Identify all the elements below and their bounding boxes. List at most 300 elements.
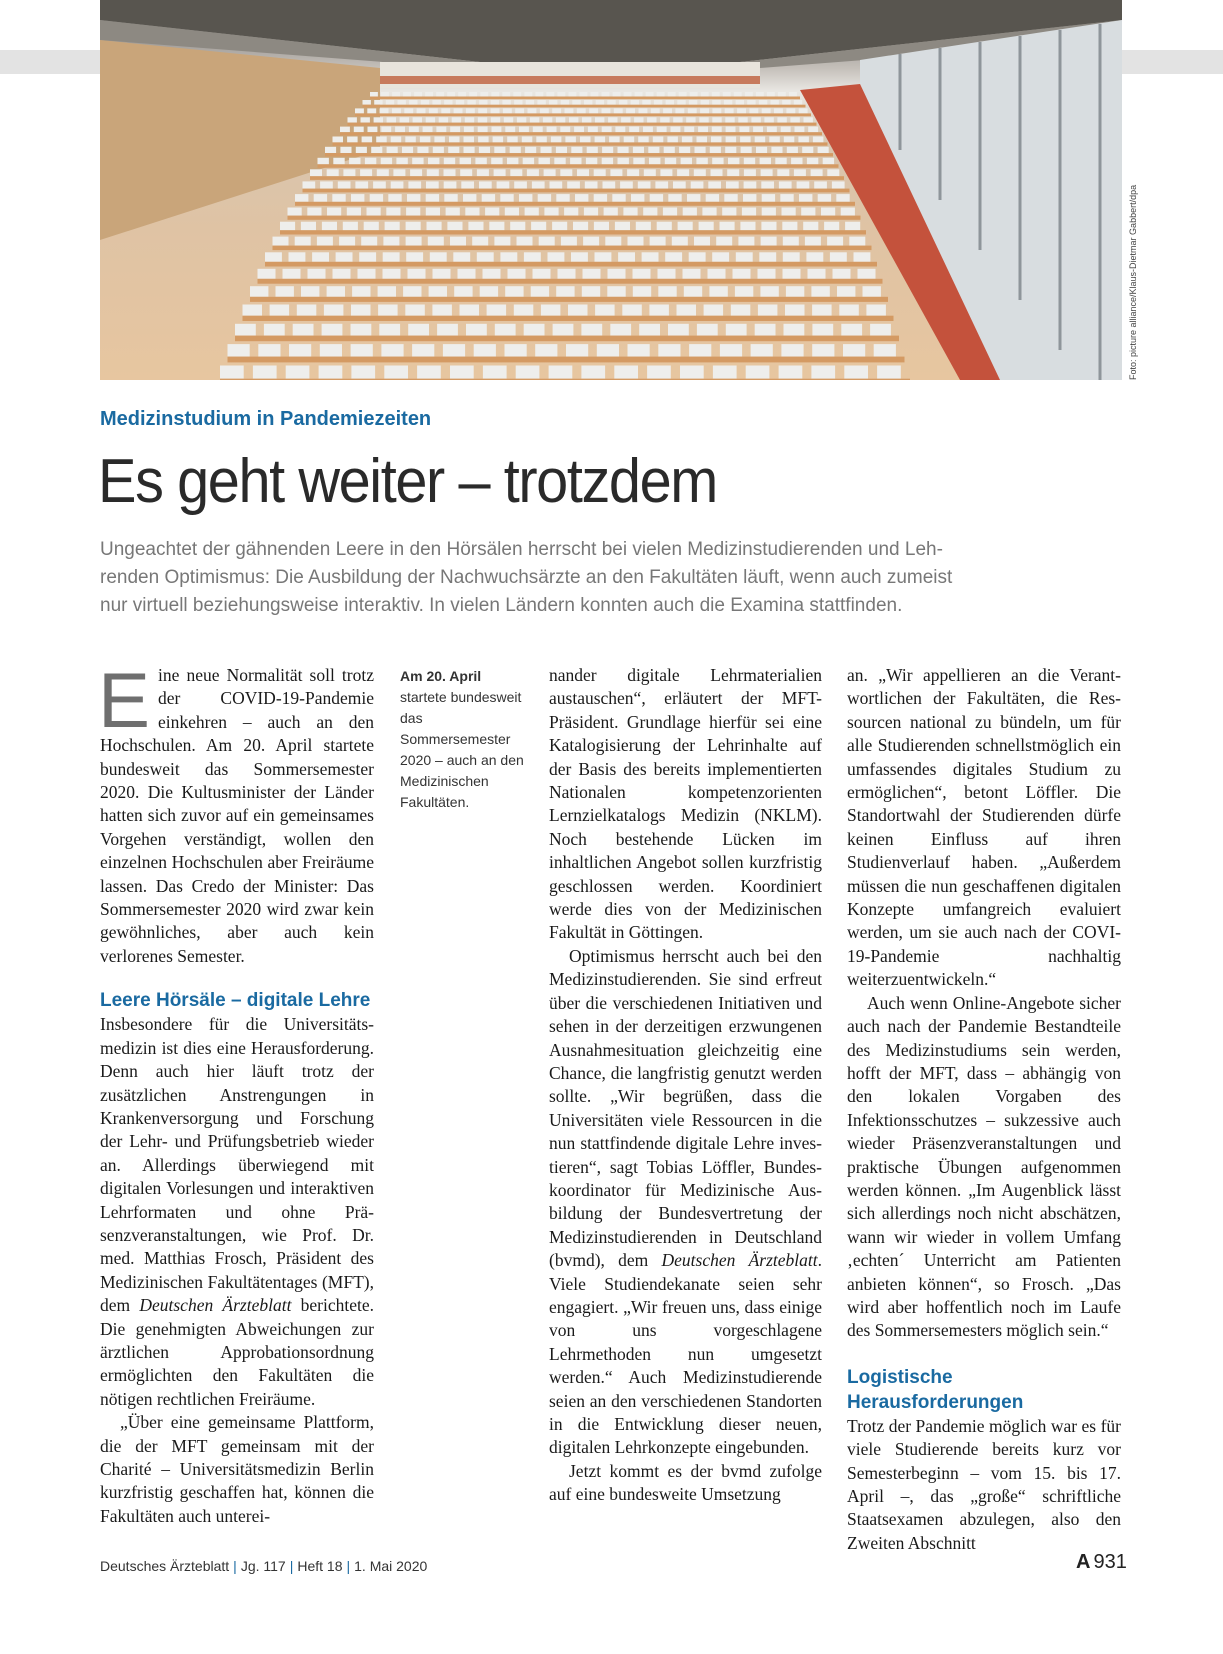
issue: Heft 18 xyxy=(297,1558,343,1574)
seat-back xyxy=(446,208,460,216)
seat-back xyxy=(712,108,721,113)
seat-back xyxy=(737,108,746,113)
seat-back xyxy=(694,169,706,176)
seat-back xyxy=(762,108,771,113)
seat-back xyxy=(845,222,860,231)
seat-back xyxy=(760,158,771,165)
seat-back xyxy=(301,222,316,231)
seat-back xyxy=(356,147,367,153)
seat-back xyxy=(524,324,545,336)
column-1 xyxy=(98,656,374,1528)
seat-back xyxy=(602,127,612,133)
seat-back xyxy=(447,92,455,97)
seat-back xyxy=(618,158,629,165)
section-heading: Logistische Herausforderungen xyxy=(847,1366,1024,1413)
seat-back xyxy=(531,222,546,231)
seat-back xyxy=(297,305,317,316)
seat-back xyxy=(405,137,416,143)
seat-back xyxy=(378,305,398,316)
seat-back xyxy=(556,147,567,153)
desk-row xyxy=(303,189,850,193)
seat-back xyxy=(351,194,364,202)
page-prefix: A xyxy=(1076,1551,1091,1573)
seat-back xyxy=(668,92,676,97)
seat-back xyxy=(319,366,343,379)
publication-name: Deutschen Ärzteblatt xyxy=(139,1295,292,1316)
seat-back xyxy=(589,108,598,113)
seat-back xyxy=(339,237,355,246)
seat-back xyxy=(734,92,742,97)
seat-back xyxy=(444,169,456,176)
seat-back xyxy=(764,117,773,122)
seat-back xyxy=(436,92,444,97)
seat-back xyxy=(412,344,434,356)
seat-back xyxy=(374,100,382,105)
seat-back xyxy=(739,127,749,133)
seat-back xyxy=(794,169,806,176)
seat-back xyxy=(841,324,862,336)
seat-back xyxy=(836,194,849,202)
seat-back xyxy=(785,305,805,316)
seat-back xyxy=(409,100,417,105)
seat-back xyxy=(658,269,676,279)
seat-back xyxy=(516,366,540,379)
seat-back xyxy=(530,117,539,122)
seat-back xyxy=(349,158,360,165)
seat-back xyxy=(549,100,557,105)
seat-back xyxy=(762,208,776,216)
seat-back xyxy=(665,252,682,261)
seat-back xyxy=(726,127,736,133)
seat-back xyxy=(711,137,722,143)
seat-back xyxy=(537,100,545,105)
seat-back xyxy=(487,305,507,316)
seat-back xyxy=(355,108,364,113)
seat-back xyxy=(618,252,635,261)
seat-back xyxy=(783,252,800,261)
seat-back xyxy=(642,100,650,105)
seat-back xyxy=(607,100,615,105)
footer xyxy=(100,1558,427,1574)
seat-back xyxy=(552,222,567,231)
seat-back xyxy=(524,252,541,261)
seat-back xyxy=(420,137,431,143)
seat-back xyxy=(720,344,742,356)
seat-back xyxy=(581,366,605,379)
seat-back xyxy=(454,108,463,113)
seat-back xyxy=(515,108,524,113)
seat-back xyxy=(276,286,294,297)
seat-back xyxy=(633,158,644,165)
publication-name: Deutschen Ärzteblatt xyxy=(661,1250,818,1271)
seat-back xyxy=(724,194,737,202)
seat-back xyxy=(408,269,426,279)
seat-back xyxy=(761,181,774,188)
desk-row xyxy=(325,153,833,156)
seat-back xyxy=(503,108,512,113)
seat-back xyxy=(374,117,383,122)
seat-back xyxy=(482,194,495,202)
seat-back xyxy=(597,344,619,356)
seat-back xyxy=(510,222,525,231)
lecture-hall-illustration xyxy=(100,0,1122,380)
seat-back xyxy=(327,286,345,297)
seat-back xyxy=(712,100,720,105)
seat-back xyxy=(430,252,447,261)
seat-back xyxy=(799,194,812,202)
drop-cap: E xyxy=(98,656,151,744)
seat-back xyxy=(466,108,475,113)
seat-back xyxy=(406,208,420,216)
seat-back xyxy=(505,344,527,356)
seat-back xyxy=(812,305,832,316)
seat-back xyxy=(673,181,686,188)
seat-back xyxy=(677,100,685,105)
seat-back xyxy=(651,108,660,113)
seat-back xyxy=(649,158,660,165)
body-paragraph: Jetzt kommt es der bvmd zufolge auf eine bundesweite Umsetzung xyxy=(549,1460,822,1505)
seat-back xyxy=(588,127,598,133)
seat-back xyxy=(314,194,327,202)
seat-back xyxy=(351,324,372,336)
seat-back xyxy=(790,117,799,122)
seat-back xyxy=(782,222,797,231)
seat-back xyxy=(532,181,545,188)
seat-back xyxy=(635,92,643,97)
seat-back xyxy=(596,100,604,105)
seat-back xyxy=(303,181,316,188)
seat-back xyxy=(844,366,868,379)
seat-back xyxy=(701,92,709,97)
body-text: Optimismus herrscht auch bei den Medizinstudierenden. Sie sind erfreut über die verschiedenen Initiativen und sehen in der derzeitigen erzwungenen Ausnahmesituation gleichzeitig eine Chance, die langfristig genutzt werden sollte. „Wir begrüßen, dass die Universitäten viele Ressourcen in die nun stattfindende digitale Lehre investieren“, sagt Tobias Löffler, Bundeskoordinator für Medizinische Ausbildung der Bundesvertretung der Medizinstudierenden in Deutschland (bvmd), dem xyxy=(549,945,822,1271)
seat-back xyxy=(858,269,876,279)
seat-back xyxy=(500,194,513,202)
seat-back xyxy=(658,286,676,297)
seat-back xyxy=(391,137,402,143)
seat-back xyxy=(738,117,747,122)
seat-back xyxy=(663,208,677,216)
seat-back xyxy=(811,169,823,176)
seat-back xyxy=(566,344,588,356)
seat-back xyxy=(610,324,631,336)
seat-back xyxy=(477,169,489,176)
seat-back xyxy=(417,366,441,379)
seat-back xyxy=(591,92,599,97)
seat-back xyxy=(428,158,439,165)
seat-back xyxy=(740,222,755,231)
seat-back xyxy=(541,305,561,316)
seat-back xyxy=(536,137,547,143)
seat-back xyxy=(450,237,466,246)
seat-back xyxy=(464,137,475,143)
seat-back xyxy=(720,222,735,231)
seat-back xyxy=(806,252,823,261)
desk-row xyxy=(310,176,844,180)
seat-back xyxy=(348,117,357,122)
seat-back xyxy=(381,158,392,165)
seat-back xyxy=(514,100,522,105)
seat-back xyxy=(684,127,694,133)
seat-back xyxy=(575,194,588,202)
seat-back xyxy=(594,222,609,231)
seat-back xyxy=(368,127,378,133)
seat-back xyxy=(697,137,708,143)
seat-back xyxy=(472,237,488,246)
seat-back xyxy=(647,117,656,122)
seat-back xyxy=(708,269,726,279)
seat-back xyxy=(377,169,389,176)
seat-back xyxy=(620,181,633,188)
seat-back xyxy=(639,108,648,113)
separator: | xyxy=(289,1558,294,1574)
seat-back xyxy=(318,158,329,165)
seat-back xyxy=(439,117,448,122)
seat-back xyxy=(689,100,697,105)
seat-back xyxy=(561,237,577,246)
seat-back xyxy=(322,222,337,231)
seat-back xyxy=(480,92,488,97)
seat-back xyxy=(804,117,813,122)
seat-back xyxy=(753,127,763,133)
seat-back xyxy=(447,222,462,231)
seat-back xyxy=(577,108,586,113)
seat-back xyxy=(413,117,422,122)
seat-back xyxy=(383,237,399,246)
seat-back xyxy=(494,169,506,176)
seat-back xyxy=(310,169,322,176)
seat-back xyxy=(513,92,521,97)
seat-back xyxy=(665,158,676,165)
seat-back xyxy=(660,169,672,176)
seat-back xyxy=(577,169,589,176)
seat-back xyxy=(355,181,368,188)
seat-back xyxy=(507,158,518,165)
seat-back xyxy=(799,108,808,113)
seat-back xyxy=(781,344,803,356)
seat-back xyxy=(755,324,776,336)
seat-back xyxy=(557,92,565,97)
seat-back xyxy=(370,194,383,202)
seat-back xyxy=(406,252,423,261)
seat-back xyxy=(778,92,786,97)
seat-back xyxy=(571,252,588,261)
seat-back xyxy=(510,169,522,176)
seat-back xyxy=(735,286,753,297)
seat-back xyxy=(706,194,719,202)
body-paragraph: „Über eine gemeinsame Plattform, die der MFT gemeinsam mit der Charité – Universitätsmedizin Berlin kurzfristig geschaffen hat, können die Fakultäten auch unterei- xyxy=(100,1412,374,1526)
seat-back xyxy=(517,117,526,122)
seat-back xyxy=(381,92,389,97)
desk-row xyxy=(348,123,817,126)
seat-back xyxy=(874,344,896,356)
seat-back xyxy=(777,117,786,122)
seat-back xyxy=(444,158,455,165)
desk-row xyxy=(340,132,822,135)
desk-row xyxy=(235,336,899,342)
seat-back xyxy=(493,137,504,143)
seat-back xyxy=(507,137,518,143)
seat-back xyxy=(657,92,665,97)
seat-back xyxy=(833,269,851,279)
seat-back xyxy=(587,147,598,153)
seat-back xyxy=(235,324,256,336)
seat-back xyxy=(615,127,625,133)
seat-back xyxy=(747,100,755,105)
seat-back xyxy=(312,252,329,261)
seat-back xyxy=(647,366,671,379)
seat-back xyxy=(327,169,339,176)
seat-back xyxy=(583,269,601,279)
seat-back xyxy=(383,269,401,279)
seat-back xyxy=(584,100,592,105)
seat-back xyxy=(407,194,420,202)
seat-back xyxy=(395,127,405,133)
seat-back xyxy=(428,237,444,246)
seat-back xyxy=(301,286,319,297)
seat-back xyxy=(728,158,739,165)
seat-back xyxy=(658,344,680,356)
seat-back xyxy=(474,344,496,356)
page-title: Es geht weiter – trotzdem xyxy=(98,447,717,516)
seat-back xyxy=(643,127,653,133)
seat-back xyxy=(464,127,474,133)
seat-back xyxy=(333,137,344,143)
column-3 xyxy=(549,664,822,1507)
seat-back xyxy=(403,92,411,97)
seat-back xyxy=(854,252,871,261)
seat-back xyxy=(633,147,644,153)
body-paragraph: Auch wenn Online-Angebote sicher auch nach der Pandemie Bestandteile des Medizinstudiums sein werden, hofft der MFT, dass – abhängig von den lokalen Vorgaben des Infektionsschutzes – sukzessive auch wieder Präsenzveranstaltungen und praktische Übungen aufgenommen werden können. „Im Augenblick lässt sich allerdings noch nicht abschätzen, wann wir wieder in vollem Umfang ‚echten´ Unterricht am Patienten anbieten können“, so Frosch. „Das wird aber hoffentlich noch im Laufe des Sommersemesters möglich sein.“ xyxy=(847,992,1121,1341)
seat-back xyxy=(709,286,727,297)
seat-back xyxy=(688,108,697,113)
seat-back xyxy=(327,208,341,216)
seat-back xyxy=(683,269,701,279)
seat-back xyxy=(733,269,751,279)
seat-back xyxy=(784,137,795,143)
page-number-value: 931 xyxy=(1093,1551,1127,1573)
seat-back xyxy=(491,108,500,113)
seat-back xyxy=(434,137,445,143)
seat-back xyxy=(602,158,613,165)
seat-back xyxy=(426,117,435,122)
seat-back xyxy=(370,92,378,97)
seat-back xyxy=(657,222,672,231)
seat-back xyxy=(699,117,708,122)
seat-back xyxy=(347,137,358,143)
seat-back xyxy=(333,269,351,279)
seat-back xyxy=(830,252,847,261)
seat-back xyxy=(454,286,472,297)
seat-back xyxy=(689,252,706,261)
seat-back xyxy=(813,137,824,143)
seat-back xyxy=(367,108,376,113)
seat-back xyxy=(351,305,371,316)
seat-back xyxy=(480,286,498,297)
seat-back xyxy=(441,108,450,113)
seat-back xyxy=(295,194,308,202)
seat-back xyxy=(510,147,521,153)
seat-back xyxy=(580,92,588,97)
seat-back xyxy=(712,117,721,122)
seat-back xyxy=(775,158,786,165)
seat-back xyxy=(479,100,487,105)
page-number xyxy=(1076,1551,1127,1574)
seat-back xyxy=(362,137,373,143)
seat-back xyxy=(726,324,747,336)
seat-back xyxy=(742,208,756,216)
seat-back xyxy=(502,100,510,105)
body-paragraph: nander digitale Lehrmaterialien austauschen“, erläutert der MFT-Präsident. Grundlage hierfür sei eine Katalogisierung der Lehrinhalte auf der Basis des bereits implementierten Nationalen kompetenzorienten Lernzielkatalogs Medizin (NKLM). Noch bestehende Lücken im inhaltlichen Angebot sollen kurzfristig geschlossen werden. Koordiniert werde dies von der Medizinischen Fakultät in Göttingen. xyxy=(549,665,822,943)
seat-back xyxy=(556,117,565,122)
seat-back xyxy=(767,127,777,133)
seat-back xyxy=(594,169,606,176)
seat-back xyxy=(660,117,669,122)
seat-back xyxy=(250,286,268,297)
seat-back xyxy=(546,92,554,97)
seat-back xyxy=(533,269,551,279)
seat-back xyxy=(463,194,476,202)
seat-back xyxy=(443,344,465,356)
seat-back xyxy=(336,252,353,261)
seat-back xyxy=(595,117,604,122)
seat-back xyxy=(581,324,602,336)
seat-back xyxy=(320,344,342,356)
seat-back xyxy=(526,100,534,105)
desk-row xyxy=(220,379,910,380)
seat-back xyxy=(711,169,723,176)
seat-back xyxy=(340,147,351,153)
desk-row xyxy=(370,97,800,100)
seat-back xyxy=(531,286,549,297)
seat-back xyxy=(691,181,704,188)
seat-back xyxy=(535,344,557,356)
seat-back xyxy=(475,158,486,165)
seat-back xyxy=(624,137,635,143)
seat-back xyxy=(595,305,615,316)
seat-back xyxy=(863,286,881,297)
seat-back xyxy=(425,92,433,97)
seat-back xyxy=(723,92,731,97)
seat-back xyxy=(623,208,637,216)
seat-back xyxy=(322,324,343,336)
seat-back xyxy=(333,158,344,165)
seat-back xyxy=(483,366,507,379)
lead-line: renden Optimismus: Die Ausbildung der Nachwuchsärzte an den Fakultäten läuft, wenn auch zumeist xyxy=(100,567,953,588)
seat-back xyxy=(408,324,429,336)
column-4 xyxy=(847,664,1121,1555)
seat-back xyxy=(671,127,681,133)
seat-back xyxy=(629,127,639,133)
seat-back xyxy=(293,324,314,336)
seat-back xyxy=(525,208,539,216)
seat-back xyxy=(679,147,690,153)
seat-back xyxy=(744,169,756,176)
seat-back xyxy=(690,92,698,97)
seat-back xyxy=(338,181,351,188)
seat-back xyxy=(565,137,576,143)
seat-back xyxy=(433,269,451,279)
seat-back xyxy=(801,208,815,216)
seat-back xyxy=(220,366,244,379)
seat-back xyxy=(777,169,789,176)
seat-back xyxy=(228,344,250,356)
seat-back xyxy=(392,108,401,113)
seat-back xyxy=(556,286,574,297)
seat-back xyxy=(849,237,865,246)
seat-back xyxy=(393,169,405,176)
seat-back xyxy=(583,237,599,246)
seat-back xyxy=(561,100,569,105)
